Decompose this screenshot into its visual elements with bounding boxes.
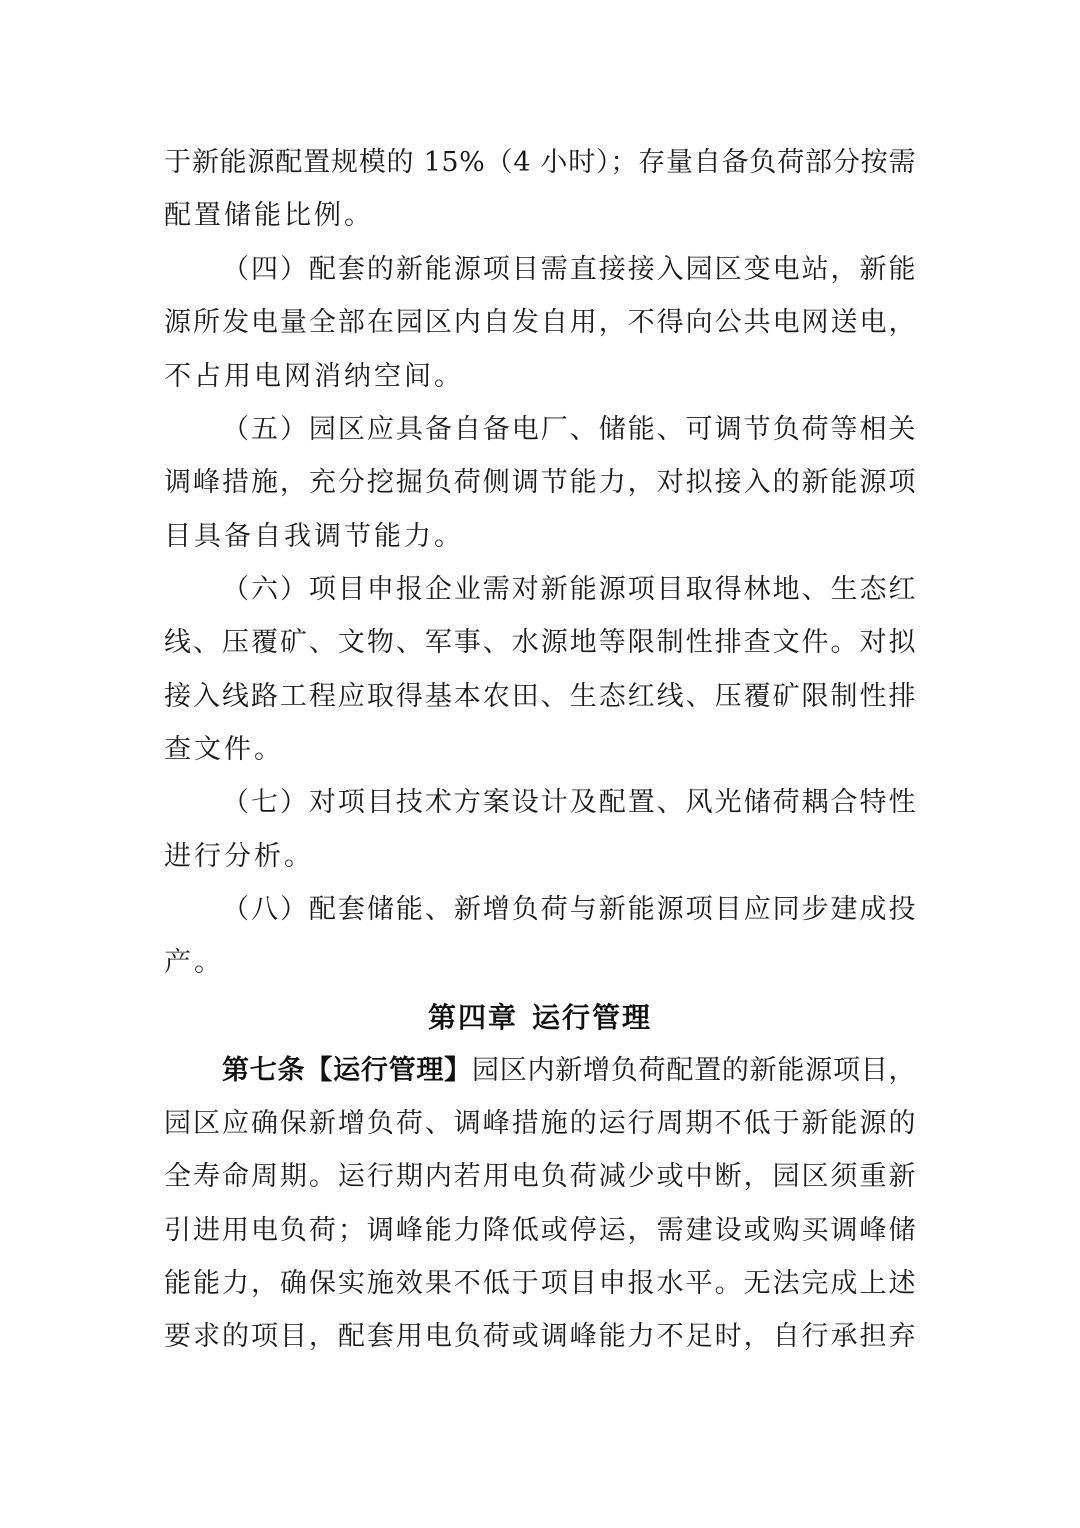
text-line: 接入线路工程应取得基本农田、生态红线、压覆矿限制性排 xyxy=(164,681,916,712)
text-line: （六）项目申报企业需对新能源项目取得林地、生态红 xyxy=(222,574,916,605)
text-line: 目具备自我调节能力。 xyxy=(164,521,464,552)
text-line: 配置储能比例。 xyxy=(164,200,374,231)
chapter-name: 运行管理 xyxy=(532,1001,653,1034)
text-line: （四）配套的新能源项目需直接接入园区变电站，新能 xyxy=(222,254,916,285)
text-line: 进行分析。 xyxy=(164,841,314,872)
text-line: 线、压覆矿、文物、军事、水源地等限制性排查文件。对拟 xyxy=(164,627,916,658)
text-line: 引进用电负荷；调峰能力降低或停运，需建设或购买调峰储 xyxy=(164,1215,916,1246)
chapter-number: 第四章 xyxy=(427,1001,518,1034)
text-line: 源所发电量全部在园区内自发自用，不得向公共电网送电， xyxy=(164,307,916,338)
text-line: 产。 xyxy=(164,947,224,978)
text-line: 不占用电网消纳空间。 xyxy=(164,361,464,392)
article-first-line xyxy=(222,1051,916,1091)
text-line: 查文件。 xyxy=(164,734,284,765)
article-first-line-rest: 园区内新增负荷配置的新能源项目， xyxy=(471,1055,916,1086)
text-line: 全寿命周期。运行期内若用电负荷减少或中断，园区须重新 xyxy=(164,1161,916,1192)
text-line: （五）园区应具备自备电厂、储能、可调节负荷等相关 xyxy=(222,414,916,445)
text-line: 于新能源配置规模的 15%（4 小时）；存量自备负荷部分按需 xyxy=(164,147,916,178)
text-line: 能能力，确保实施效果不低于项目申报水平。无法完成上述 xyxy=(164,1268,916,1299)
chapter-title xyxy=(0,996,1080,1040)
text-line: （八）配套储能、新增负荷与新能源项目应同步建成投 xyxy=(222,894,916,925)
article-lead: 第七条【运行管理】 xyxy=(222,1055,472,1086)
text-line: 调峰措施，充分挖掘负荷侧调节能力，对拟接入的新能源项 xyxy=(164,467,916,498)
text-line: （七）对项目技术方案设计及配置、风光储荷耦合特性 xyxy=(222,787,916,818)
text-line: 要求的项目，配套用电负荷或调峰能力不足时，自行承担弃 xyxy=(164,1321,916,1352)
text-line: 园区应确保新增负荷、调峰措施的运行周期不低于新能源的 xyxy=(164,1108,916,1139)
